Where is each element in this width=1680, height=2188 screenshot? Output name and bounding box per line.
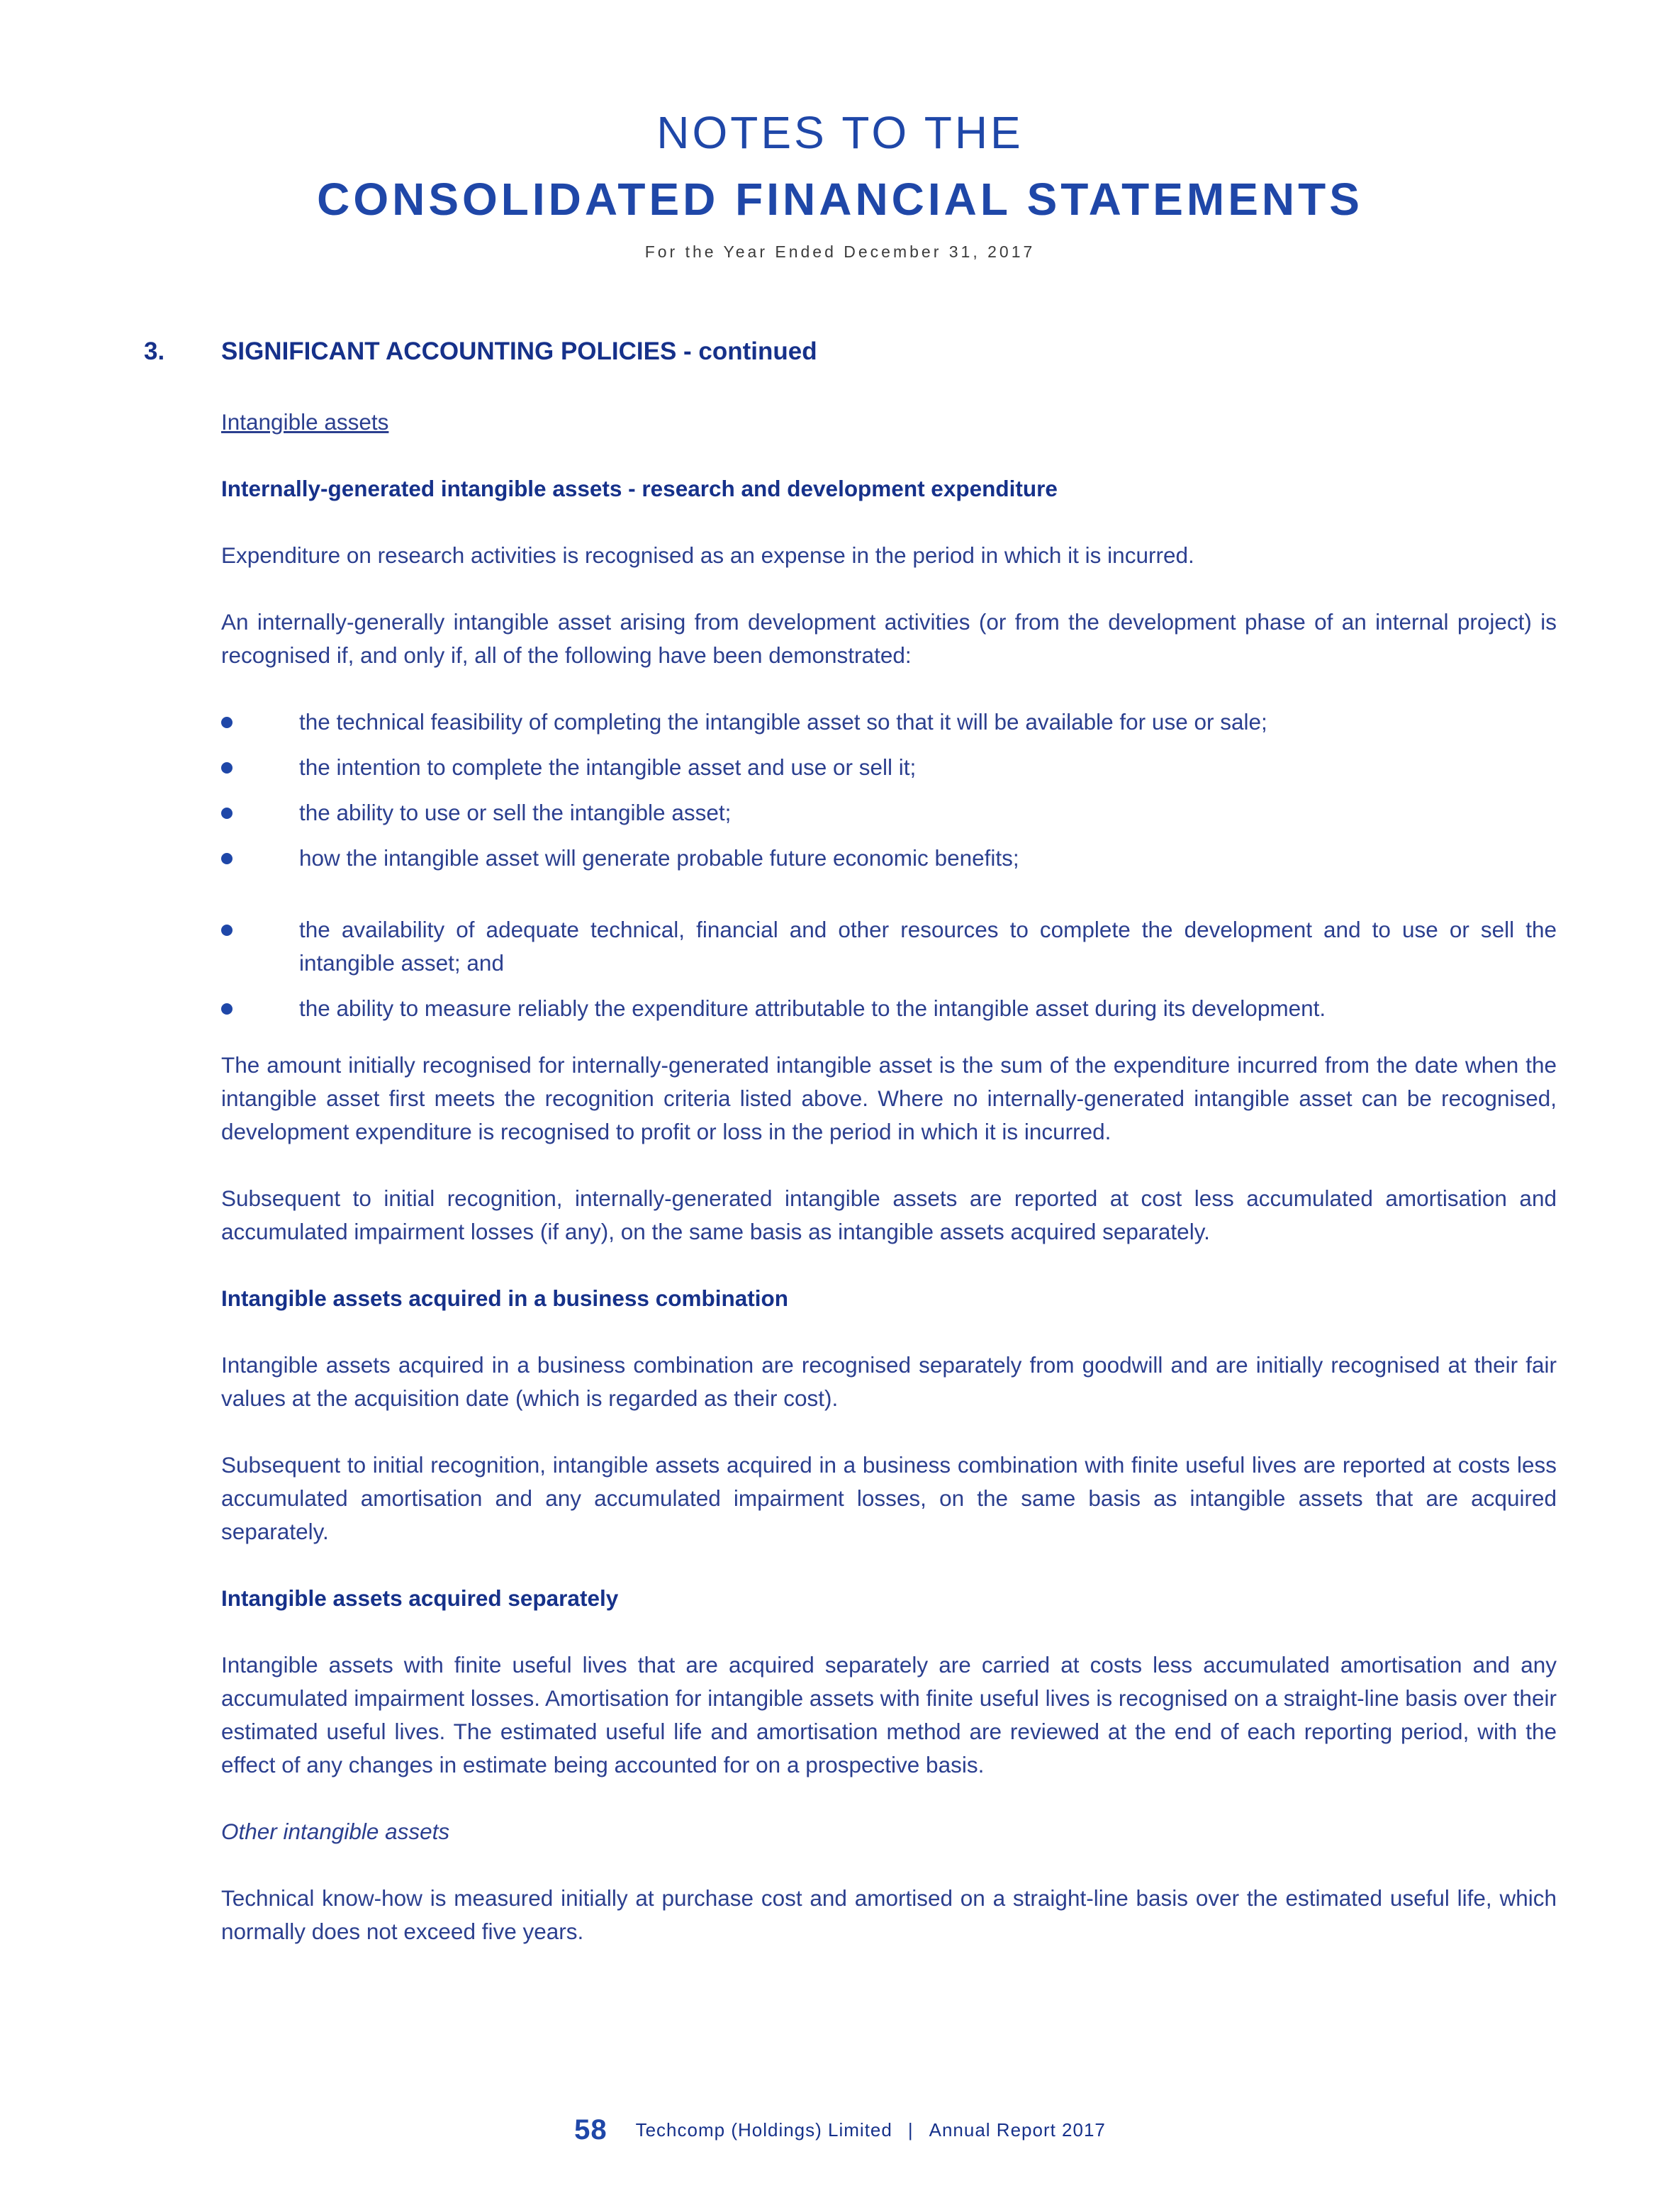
list-item: the intention to complete the intangible asset and use or sell it; <box>221 751 1557 784</box>
paragraph-business-combination: Intangible assets acquired in a business combination are recognised separately from goodwill and are initially recognised at their fair values at the acquisition date (which is regarded as their cost). <box>221 1352 1557 1411</box>
heading-business-combination: Intangible assets acquired in a business combination <box>221 1285 788 1311</box>
bullet-icon <box>221 853 233 864</box>
header-title-line2: CONSOLIDATED FINANCIAL STATEMENTS <box>317 174 1363 225</box>
page-number: 58 <box>574 2114 607 2145</box>
footer-report: Annual Report 2017 <box>929 2119 1106 2140</box>
paragraph-development: An internally-generally intangible asset arising from development activities (or from the development phase of an internal project) is recognised if, and only if, all of the following have been demonstrated: <box>221 609 1557 668</box>
bullet-icon <box>221 925 233 936</box>
content-body <box>221 406 1557 1948</box>
paragraph-subsequent-internal: Subsequent to initial recognition, internally-generated intangible assets are reported at cost less accumulated amortisation and accumulated impairment losses (if any), on the same basis as intangible assets acquired separately. <box>221 1185 1557 1244</box>
list-item: how the intangible asset will generate probable future economic benefits; <box>221 842 1557 875</box>
page-footer <box>0 2114 1680 2146</box>
list-item: the ability to use or sell the intangible asset; <box>221 796 1557 830</box>
bullet-icon <box>221 717 233 728</box>
list-item: the technical feasibility of completing the intangible asset so that it will be available for use or sale; <box>221 705 1557 739</box>
heading-internally-generated: Internally-generated intangible assets - research and development expenditure <box>221 476 1058 501</box>
header-period: For the Year Ended December 31, 2017 <box>644 242 1036 261</box>
bullet-icon <box>221 762 233 774</box>
subheading-intangible-assets: Intangible assets <box>221 409 389 435</box>
section-title: SIGNIFICANT ACCOUNTING POLICIES - continued <box>221 337 817 365</box>
bullet-icon <box>221 1003 233 1015</box>
heading-acquired-separately: Intangible assets acquired separately <box>221 1585 619 1611</box>
paragraph-amount: The amount initially recognised for internally-generated intangible asset is the sum of the expenditure incurred from the date when the intangible asset first meets the recognition criteria listed above. Where no internally-generated intangible asset can be recognised, development expenditure is recognised to profit or loss in the period in which it is incurred. <box>221 1052 1557 1144</box>
bullet-icon <box>221 808 233 819</box>
criteria-list <box>221 705 1557 1025</box>
footer-separator: | <box>907 2119 914 2140</box>
section-number: 3. <box>144 337 165 365</box>
subheading-other-intangible: Other intangible assets <box>221 1819 450 1844</box>
paragraph-research: Expenditure on research activities is recognised as an expense in the period in which it is incurred. <box>221 542 1194 568</box>
footer-company: Techcomp (Holdings) Limited <box>635 2119 892 2140</box>
paragraph-other-intangible: Technical know-how is measured initially at purchase cost and amortised on a straight-line basis over the estimated useful life, which normally does not exceed five years. <box>221 1885 1557 1944</box>
header-title-line1: NOTES TO THE <box>656 107 1024 158</box>
paragraph-acquired-separately: Intangible assets with finite useful lives that are acquired separately are carried at costs less accumulated amortisation and any accumulated impairment losses. Amortisation for intangible assets with finite useful lives is recognised on a straight-line basis over their estimated useful lives. The estimated useful life and amortisation method are reviewed at the end of each reporting period, with the effect of any changes in estimate being accounted for on a prospective basis. <box>221 1652 1557 1777</box>
list-item: the ability to measure reliably the expenditure attributable to the intangible asset during its development. <box>221 992 1557 1025</box>
list-item: the availability of adequate technical, financial and other resources to complete the development and to use or sell the intangible asset; and <box>221 913 1557 980</box>
paragraph-subsequent-business: Subsequent to initial recognition, intangible assets acquired in a business combination with finite useful lives are reported at costs less accumulated amortisation and any accumulated impairment losses, on the same basis as intangible assets that are acquired separately. <box>221 1452 1557 1544</box>
